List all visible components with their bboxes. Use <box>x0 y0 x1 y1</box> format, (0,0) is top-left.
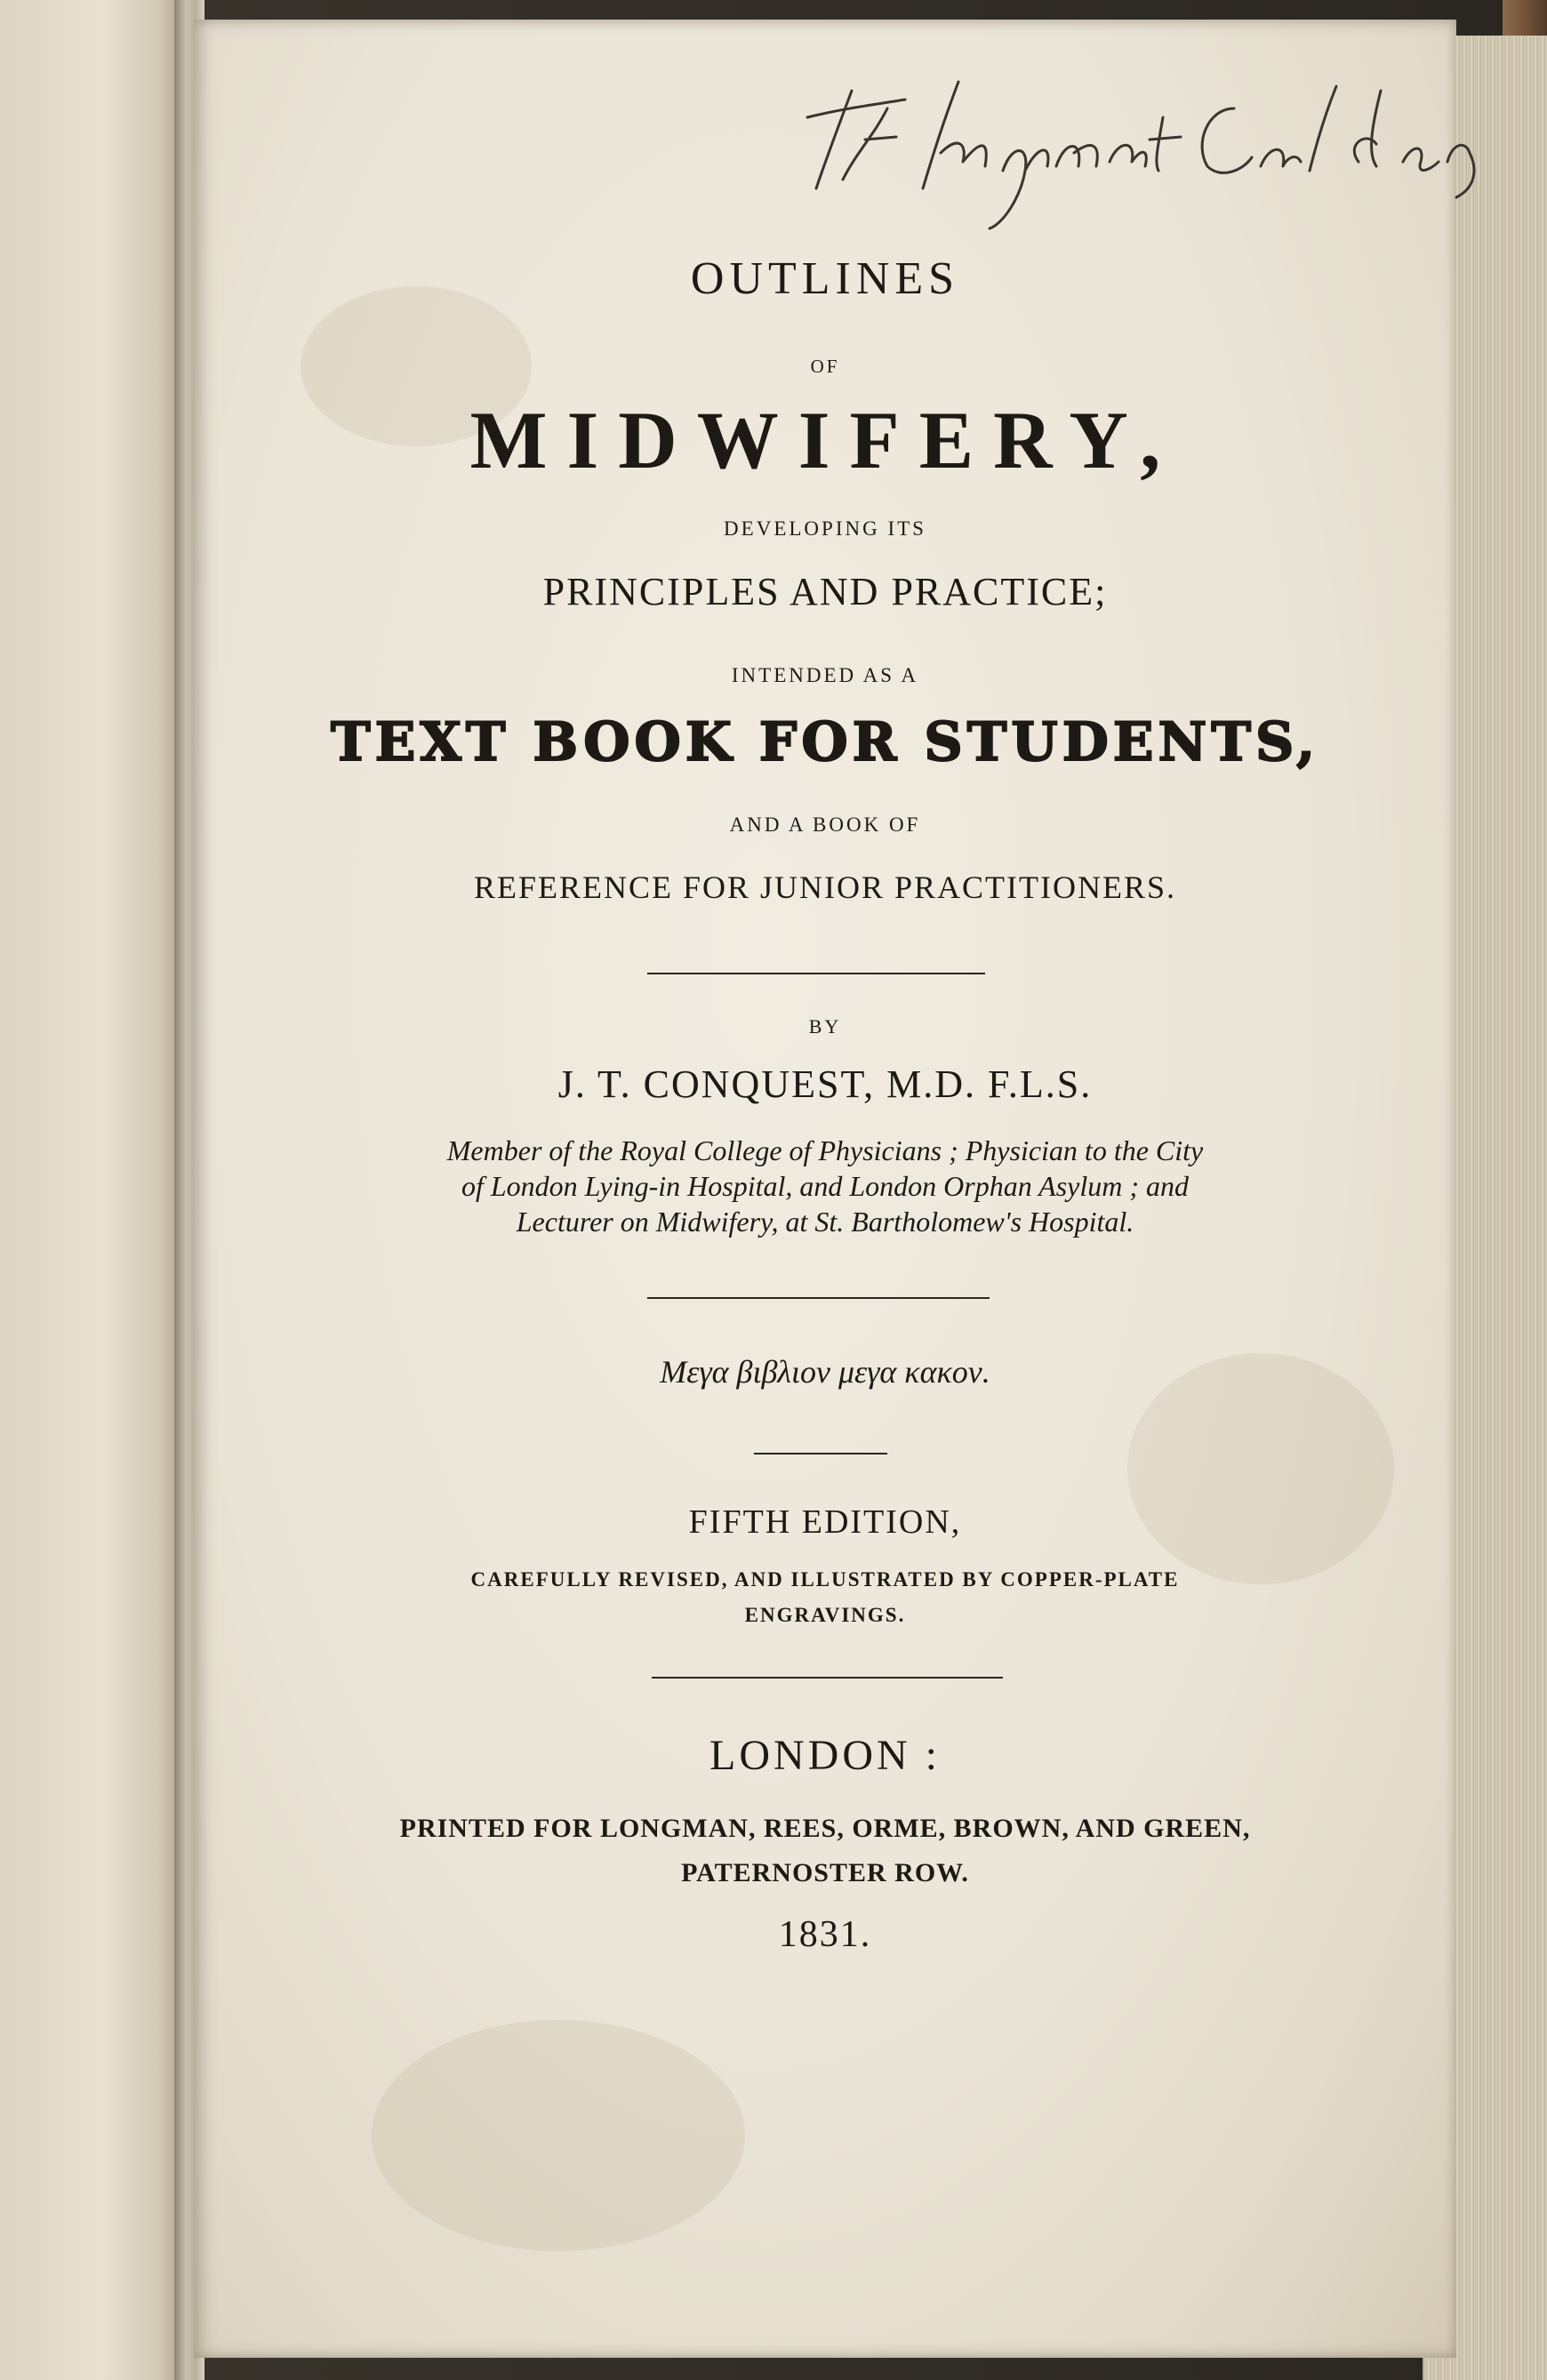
affiliation-line: of London Lying-in Hospital, and London Orphan Asylum ; and <box>461 1170 1190 1202</box>
author-affiliation <box>194 1133 1456 1239</box>
subtitle-andbook: AND A BOOK OF <box>729 813 921 836</box>
edition-statement: FIFTH EDITION, <box>688 1503 962 1541</box>
divider-rule-short <box>754 1453 887 1454</box>
imprint-printer <box>194 1807 1456 1895</box>
imprint-year: 1831. <box>778 1914 872 1955</box>
subtitle-textbook: TEXT BOOK FOR STUDENTS, <box>330 711 1320 773</box>
affiliation-line: Lecturer on Midwifery, at St. Bartholomew's Hospital. <box>516 1206 1134 1238</box>
divider-rule <box>647 973 985 974</box>
greek-motto: Μεγα βιβλιον μεγα κακον. <box>660 1354 990 1390</box>
revision-note <box>194 1562 1456 1633</box>
title-of: OF <box>810 356 840 377</box>
divider-rule <box>652 1677 1003 1679</box>
printer-line: PRINTED FOR LONGMAN, REES, ORME, BROWN, AND GREEN, <box>399 1814 1251 1843</box>
title-outlines: OUTLINES <box>690 253 960 304</box>
subtitle-developing: DEVELOPING ITS <box>724 517 926 540</box>
subtitle-principles: PRINCIPLES AND PRACTICE; <box>542 570 1108 613</box>
revision-line: ENGRAVINGS. <box>744 1604 906 1626</box>
byline-by: BY <box>808 1015 842 1038</box>
foxing-stain <box>372 2020 745 2251</box>
affiliation-line: Member of the Royal College of Physicians ; Physician to the City <box>446 1134 1204 1166</box>
revision-line: CAREFULLY REVISED, AND ILLUSTRATED BY COPPER-PLATE <box>470 1568 1180 1591</box>
main-title: MIDWIFERY, <box>469 395 1181 485</box>
imprint-city: LONDON : <box>709 1732 941 1779</box>
handwritten-signature <box>790 55 1501 233</box>
divider-rule <box>647 1297 990 1299</box>
printer-line: PATERNOSTER ROW. <box>681 1858 969 1887</box>
title-page <box>194 20 1456 2358</box>
subtitle-intended: INTENDED AS A <box>731 664 919 686</box>
subtitle-reference: REFERENCE FOR JUNIOR PRACTITIONERS. <box>473 869 1177 905</box>
left-flyleaf <box>0 0 187 2380</box>
author-name: J. T. CONQUEST, M.D. F.L.S. <box>557 1062 1093 1106</box>
